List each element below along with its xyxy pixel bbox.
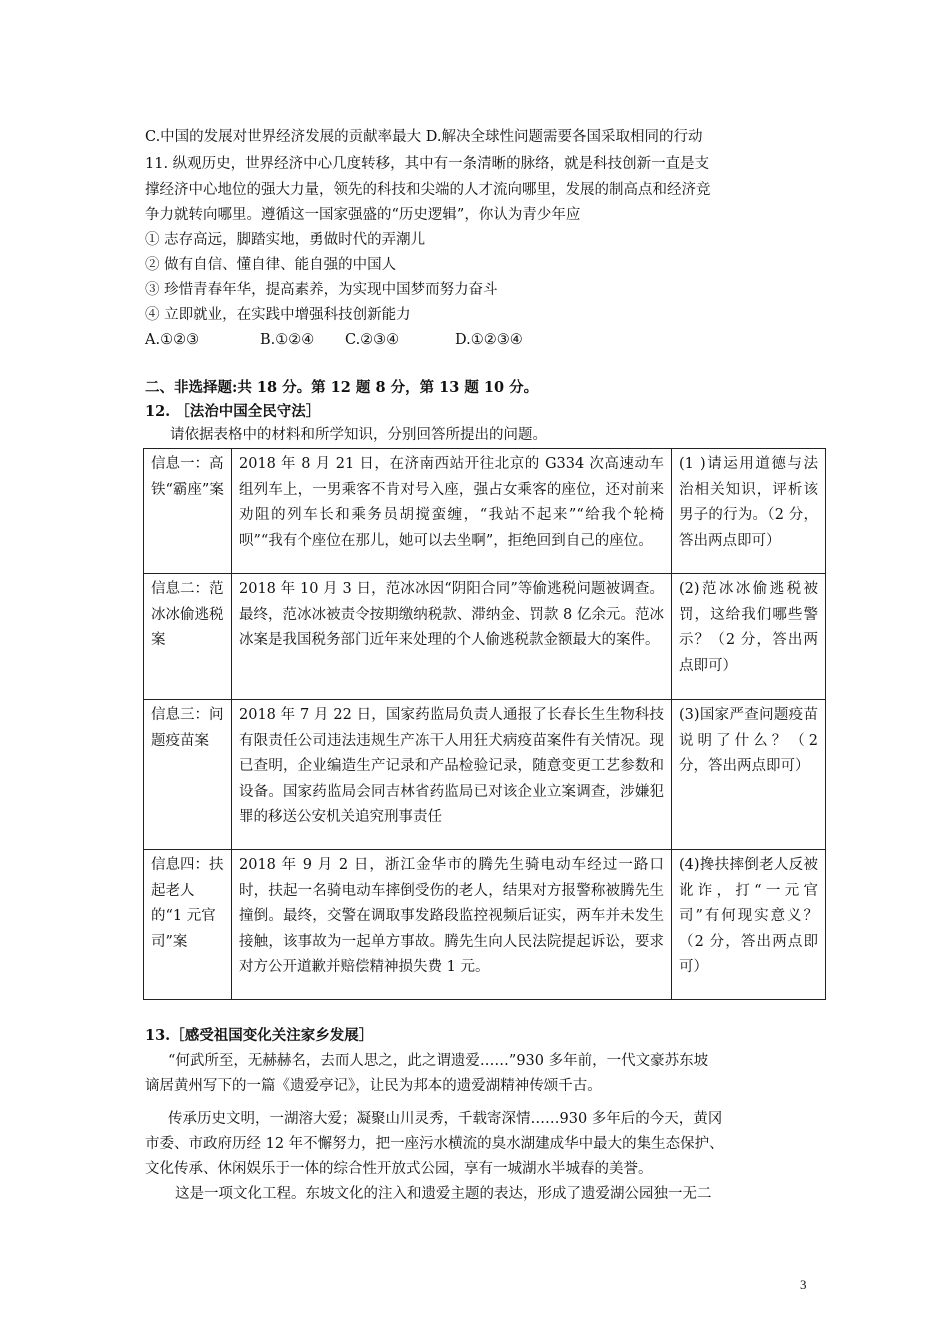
q11-item-4: ④ 立即就业，在实践中增强科技创新能力 [145, 307, 411, 323]
row-content: 2018 年 9 月 2 日，浙江金华市的腾先生骑电动车经过一路口时，扶起一名骑电动车摔倒受伤的老人，结果对方报警称被腾先生撞倒。最终，交警在调取事发路段监控视频后证实，两车并未发生接触，该事故为一起单方事故。腾先生向人民法院提起诉讼，要求对方公开道歉并赔偿精神损失费 1 元。 [232, 850, 672, 1000]
q11-option-b: B.①②④ [260, 332, 315, 348]
table-row [144, 574, 826, 700]
q13-line-3: 传承历史文明，一湖溶大爱；凝聚山川灵秀，千载寄深情……930 多年后的今天，黄冈 [168, 1111, 723, 1127]
table-row [144, 700, 826, 850]
info-table [143, 448, 826, 1000]
row-label: 信息二：范冰冰偷逃税案 [144, 574, 232, 700]
row-content: 2018 年 7 月 22 日，国家药监局负责人通报了长春长生生物科技有限责任公司违法违规生产冻干人用狂犬病疫苗案件有关情况。现已查明，企业编造生产记录和产品检验记录，随意变更工艺参数和设备。国家药监局会同吉林省药监局已对该企业立案调查，涉嫌犯罪的移送公安机关追究刑事责任 [232, 700, 672, 850]
q11-options [145, 330, 523, 350]
q13-line-4: 市委、市政府历经 12 年不懈努力，把一座污水横流的臭水湖建成华中最大的集生态保护、 [145, 1136, 724, 1152]
q13-line-6: 这是一项文化工程。东坡文化的注入和遗爱主题的表达，形成了遗爱湖公园独一无二 [175, 1186, 712, 1202]
q11-item-3: ③ 珍惜青春年华，提高素养，为实现中国梦而努力奋斗 [145, 282, 498, 298]
row-question: (1 )请运用道德与法治相关知识，评析该男子的行为。（2 分，答出两点即可） [672, 449, 826, 574]
q12-title: 12. ［法治中国全民守法］ [145, 403, 321, 420]
q11-item-1: ① 志存高远，脚踏实地，勇做时代的弄潮儿 [145, 232, 426, 248]
row-label: 信息一：高铁“霸座”案 [144, 449, 232, 574]
q11-stem-line-2: 撑经济中心地位的强大力量，领先的科技和尖端的人才流向哪里，发展的制高点和经济竞 [145, 182, 711, 198]
row-content: 2018 年 10 月 3 日，范冰冰因“阴阳合同”等偷逃税问题被调查。最终，范冰冰被责令按期缴纳税款、滞纳金、罚款 8 亿余元。范冰冰案是我国税务部门近年来处理的个人偷逃税款金额最大的案件。 [232, 574, 672, 700]
q13-title: 13.［感受祖国变化关注家乡发展］ [145, 1027, 374, 1044]
q10-options-cd: C.中国的发展对世界经济发展的贡献率最大 D.解决全球性问题需要各国采取相同的行动 [145, 129, 703, 145]
q11-option-d: D.①②③④ [455, 332, 523, 348]
q13-line-5: 文化传承、休闲娱乐于一体的综合性开放式公园，享有一城湖水半城春的美誉。 [145, 1161, 653, 1177]
q11-item-2: ② 做有自信、懂自律、能自强的中国人 [145, 257, 397, 273]
row-content: 2018 年 8 月 21 日，在济南西站开往北京的 G334 次高速动车组列车上，一男乘客不肯对号入座，强占女乘客的座位，还对前来劝阻的列车长和乘务员胡搅蛮缠，“我站不起来”“给我个轮椅呗”“我有个座位在那儿，她可以去坐啊”，拒绝回到自己的座位。 [232, 449, 672, 574]
q13-line-1: “何武所至，无赫赫名，去而人思之，此之谓遗爱……”930 多年前，一代文豪苏东坡 [168, 1053, 709, 1069]
page-number: 3 [800, 1277, 807, 1292]
q13-line-2: 谪居黄州写下的一篇《遗爱亭记》，让民为邦本的遗爱湖精神传颂千古。 [145, 1078, 602, 1094]
q11-stem-line-3: 争力就转向哪里。遵循这一国家强盛的“历史逻辑”，你认为青少年应 [145, 207, 581, 223]
row-question: (2)范冰冰偷逃税被罚，这给我们哪些警示？（2 分，答出两点即可） [672, 574, 826, 700]
q11-stem-line-1: 11. 纵观历史，世界经济中心几度转移，其中有一条清晰的脉络，就是科技创新一直是支 [145, 156, 710, 172]
table-row [144, 449, 826, 574]
row-label: 信息四：扶起老人的“1 元官司”案 [144, 850, 232, 1000]
q12-intro: 请依据表格中的材料和所学知识，分别回答所提出的问题。 [170, 427, 547, 443]
table-row [144, 850, 826, 1000]
row-question: (4)搀扶摔倒老人反被讹诈，打“一元官司”有何现实意义？（2 分，答出两点即可） [672, 850, 826, 1000]
section2-heading: 二、非选择题:共 18 分。第 12 题 8 分，第 13 题 10 分。 [145, 379, 539, 396]
q11-option-c: C.②③④ [345, 332, 400, 348]
row-label: 信息三：问题疫苗案 [144, 700, 232, 850]
q11-option-a: A.①②③ [145, 332, 200, 348]
row-question: (3)国家严查问题疫苗说明了什么？（2 分，答出两点即可） [672, 700, 826, 850]
